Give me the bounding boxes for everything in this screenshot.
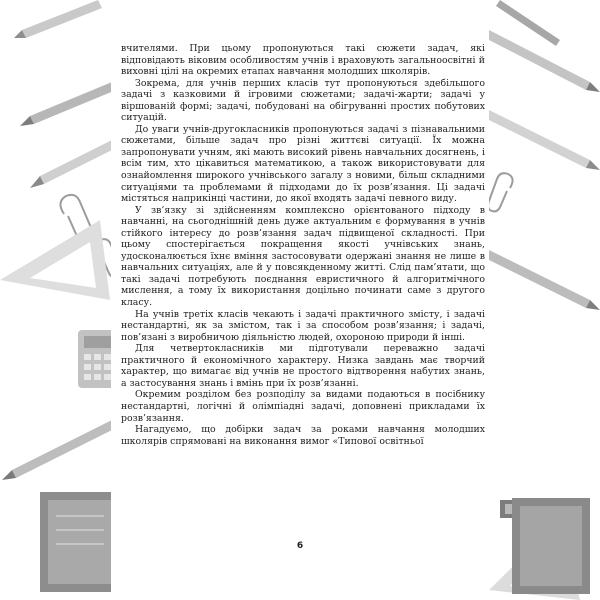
pencil-icon bbox=[14, 0, 102, 38]
pencil-icon bbox=[489, 250, 600, 310]
pencil-icon bbox=[20, 82, 116, 126]
paragraph: вчителями. При цьому пропонуються такі сюжети задач, які відповідають віковим особливостям учнів і враховують загальноосвітні й виховні цілі на окремих етапах навчання молодших школярів. bbox=[121, 43, 485, 78]
paragraph: Нагадуємо, що добірки задач за роками навчання молодших школярів спрямовані на виконання вимог «Типової освітньої bbox=[121, 424, 485, 447]
pencil-icon bbox=[2, 420, 116, 480]
paragraph: На учнів третіх класів чекають і задачі практичного змісту, і задачі нестандартні, як за змістом, так і за способом розв’язання; і задачі, пов’язані з виробничою діяльністю людей, охороною природи й інші. bbox=[121, 308, 485, 343]
page-number: 6 bbox=[296, 541, 304, 551]
notebook-icon bbox=[512, 498, 590, 594]
triangle-ruler-icon bbox=[0, 220, 110, 300]
paperclip-icon bbox=[488, 173, 513, 211]
pencil-icon bbox=[489, 30, 600, 92]
paragraph: Зокрема, для учнів перших класів тут пропонуються здебільшого задачі з казковими й ігровими сюжетами; задачі-жарти; задачі у віршованій формі; задачі, побудовані на обігруванні простих побутових ситуацій. bbox=[121, 77, 485, 124]
paragraph: До уваги учнів-другокласників пропонуються задачі з пізнавальними сюжетами, більше задач про різні життєві ситуації. Їх можна запропонувати учням, які мають високий рівень навчальних досягнень, і всім тим, хто цікавиться математикою, а також використовувати для ознайомлення широкого учнівського загалу з новими, більш складними ситуаціями та проблемами й підходами до їх розв’язання. Ці задачі містяться наприкінці частини, до якої входять задачі певного виду. bbox=[121, 123, 485, 205]
paragraph: Окремим розділом без розподілу за видами подаються в посібнику нестандартні, логічні й олімпіадні задачі, доповнені прикладами їх розв’язання. bbox=[121, 389, 485, 424]
page-text bbox=[121, 43, 485, 447]
book-page bbox=[111, 0, 489, 600]
notebook-icon bbox=[40, 492, 120, 592]
pencil-icon bbox=[30, 140, 116, 188]
paragraph: У зв’язку зі здійсненням комплексно орієнтованого підходу в навчанні, на сьогоднішній день дуже актуальним є формування в учнів стійкого інтересу до розв’язання задач підвищеної складності. При цьому спостерігається покращення якості учнівських знань, удосконалюється їхнє вміння застосовувати одержані знання не лише в навчальних ситуаціях, але й у повсякденному житті. Слід пам’ятати, що такі задачі потребують поєднання евристичного й алгоритмічного мислення, а тому їх використання доцільно починати саме з другого класу. bbox=[121, 204, 485, 309]
pencil-icon bbox=[489, 110, 600, 170]
paragraph: Для четвертокласників ми підготували переважно задачі практичного й економічного характеру. Низка завдань має творчий характер, що вимагає від учнів не простого відтворення набутих знань, а застосування знань і вмінь при їх розв’язанні. bbox=[121, 343, 485, 389]
